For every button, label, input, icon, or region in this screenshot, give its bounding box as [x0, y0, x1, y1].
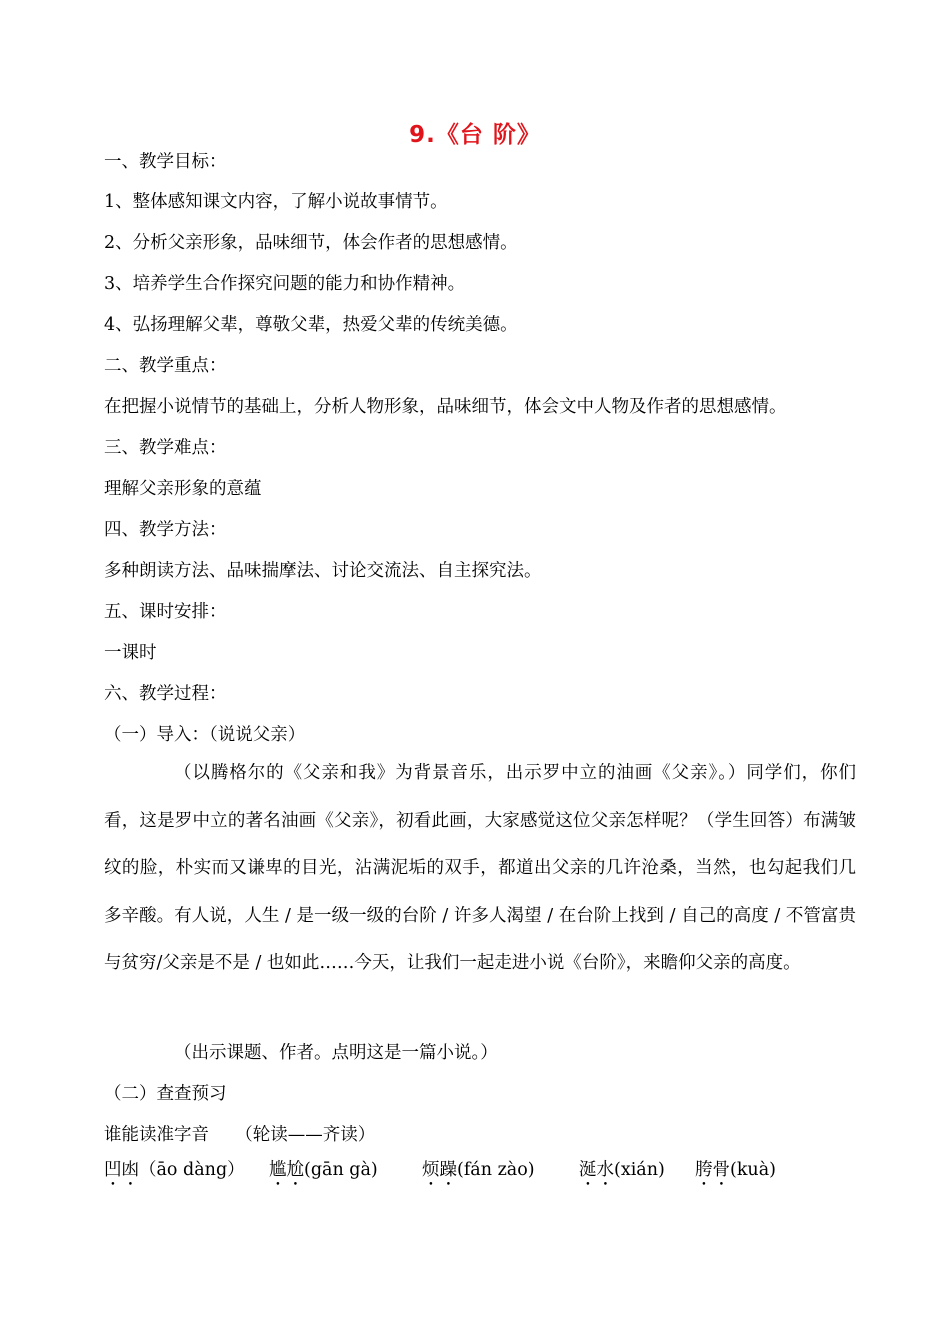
show-note: （出示课题、作者。点明这是一篇小说。） — [174, 1043, 498, 1063]
section-body-methods: 多种朗读方法、品味揣摩法、讨论交流法、自主探究法。 — [104, 561, 542, 581]
section-body-focus: 在把握小说情节的基础上，分析人物形象，品味细节，体会文中人物及作者的思想感情。 — [104, 397, 787, 417]
vocab-item — [579, 1158, 665, 1190]
vocab-pinyin: (xián) — [614, 1160, 665, 1180]
vocab-chars: 烦躁 — [422, 1160, 457, 1180]
goal-item: 3、培养学生合作探究问题的能力和协作精神。 — [104, 274, 466, 294]
section-body-difficulty: 理解父亲形象的意蕴 — [104, 479, 262, 499]
vocab-pinyin: (kuà) — [730, 1160, 776, 1180]
vocab-item — [269, 1158, 378, 1190]
vocab-chars: 胯骨 — [695, 1160, 730, 1180]
vocab-chars: 涎水 — [579, 1160, 614, 1180]
subsection-heading-intro: （一）导入：（说说父亲） — [104, 725, 306, 745]
vocab-pinyin: (fán zào) — [457, 1160, 535, 1180]
page-title: 9.《台 阶》 — [409, 122, 541, 148]
vocab-chars: 尴尬 — [269, 1160, 304, 1180]
section-heading-focus: 二、教学重点： — [104, 356, 227, 376]
vocab-pinyin: (gān gà) — [304, 1160, 378, 1180]
vocab-pinyin: （āo dàng） — [139, 1160, 245, 1180]
vocab-item — [422, 1158, 535, 1190]
section-heading-methods: 四、教学方法： — [104, 520, 227, 540]
vocab-chars: 凹凼 — [104, 1160, 139, 1180]
subsection-heading-preview: （二）查查预习 — [104, 1084, 227, 1104]
section-heading-difficulty: 三、教学难点： — [104, 438, 227, 458]
section-body-schedule: 一课时 — [104, 643, 157, 663]
vocab-item — [104, 1158, 245, 1190]
intro-paragraph: （以腾格尔的《父亲和我》为背景音乐，出示罗中立的油画《父亲》。）同学们，你们看，这是罗中立的著名油画《父亲》，初看此画，大家感觉这位父亲怎样呢？（学生回答）布满皱纹的脸，朴实而又谦卑的目光，沾满泥垢的双手，都道出父亲的几许沧桑，当然，也勾起我们几多辛酸。有人说，人生 / 是一级一级的台阶 / 许多人渴望 / 在台阶上找到 / 自己的高度 / 不管富贵与贫穷/父亲是不是 / 也如此……今天，让我们一起走进小说《台阶》，来瞻仰父亲的高度。 — [104, 763, 856, 974]
section-heading-schedule: 五、课时安排： — [104, 602, 227, 622]
goal-item: 4、弘扬理解父辈，尊敬父辈，热爱父辈的传统美德。 — [104, 315, 518, 335]
vocab-item — [695, 1158, 776, 1190]
pronounce-prompt: 谁能读准字音 （轮读——齐读） — [104, 1125, 376, 1145]
goal-item: 2、分析父亲形象，品味细节，体会作者的思想感情。 — [104, 233, 518, 253]
section-heading-goals: 一、教学目标： — [104, 152, 227, 172]
goal-item: 1、整体感知课文内容，了解小说故事情节。 — [104, 192, 448, 212]
section-heading-process: 六、教学过程： — [104, 684, 227, 704]
